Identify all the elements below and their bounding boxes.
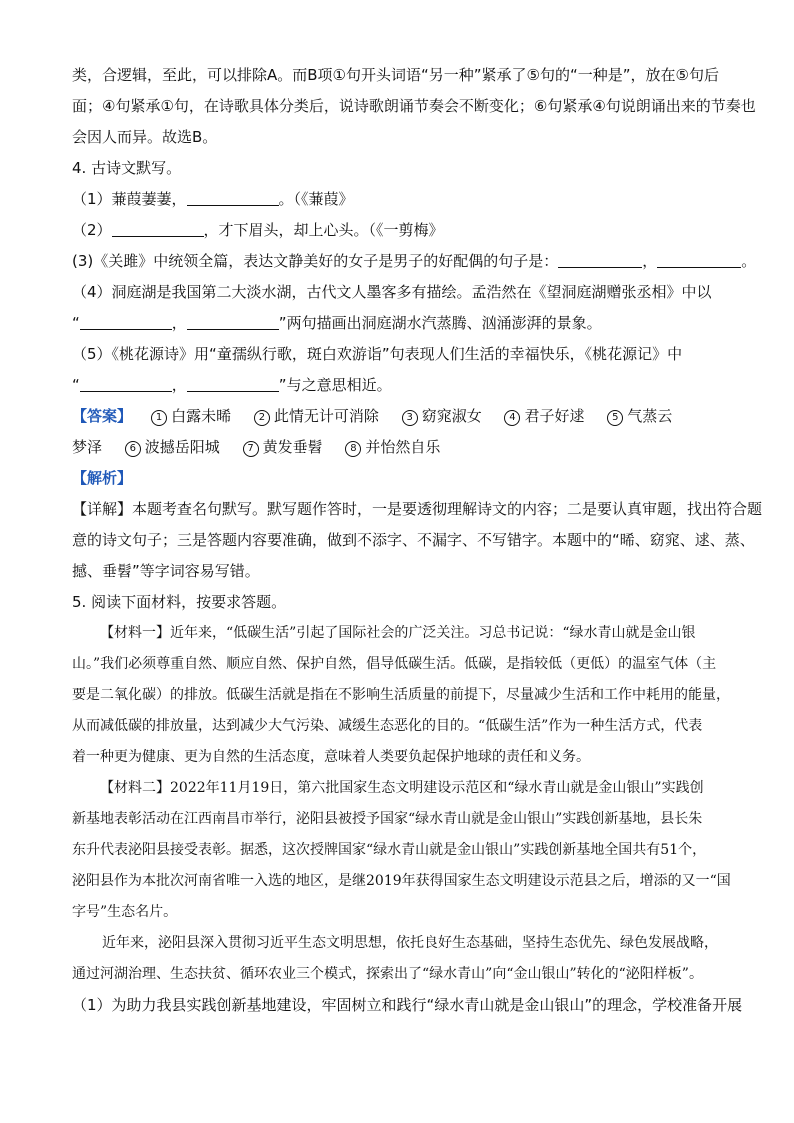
q4-item-4-cont: “ ， ”两句描画出洞庭湖水汽蒸腾、汹涌澎湃的景象。 — [72, 314, 602, 332]
circled-number: 3 — [402, 410, 418, 426]
material-2-line: 【材料二】2022年11月19日，第六批国家生态文明建设示范区和“绿水青山就是金山银山”实践创 — [100, 780, 704, 796]
answer-blank — [80, 313, 172, 330]
circled-number: 6 — [125, 441, 141, 457]
answer-item: 3 窈窕淑女 — [402, 407, 482, 425]
answer-blank — [657, 251, 741, 268]
answer-item: 7 黄发垂髫 — [243, 438, 323, 456]
answer-blank — [558, 251, 642, 268]
text-line: 类，合逻辑，至此，可以排除A。而B项①句开头词语“另一种”紧承了⑤句的“一种是”，放在⑤句后 — [72, 66, 719, 84]
material-1-line: 山。”我们必须尊重自然、顺应自然、保护自然，倡导低碳生活。低碳，是指较低（更低）的温室气体（主 — [72, 656, 717, 672]
answer-blank — [80, 375, 172, 392]
answer-blank — [187, 375, 279, 392]
material-2-line: 泌阳县作为本批次河南省唯一入选的地区，是继2019年获得国家生态文明建设示范县之后，增添的又一“国 — [72, 873, 731, 889]
question-5-title: 5. 阅读下面材料，按要求答题。 — [72, 593, 287, 611]
circled-number: 7 — [243, 441, 259, 457]
q5-sub-1: （1）为助力我县实践创新基地建设，牢固树立和践行“绿水青山就是金山银山”的理念，学校准备开展 — [72, 996, 743, 1014]
q4-item-3: (3)《关雎》中统领全篇，表达文静美好的女子是男子的好配偶的句子是： ， 。 — [72, 252, 757, 270]
material-2-line: 新基地表彰活动在江西南昌市举行，泌阳县被授予国家“绿水青山就是金山银山”实践创新基地，县长朱 — [72, 811, 703, 827]
circled-number: 1 — [151, 410, 167, 426]
circled-number: 8 — [345, 441, 361, 457]
answer-item: 8 并怡然自乐 — [345, 438, 440, 456]
text-line: 面；④句紧承①句，在诗歌具体分类后，说诗歌朗诵节奏会不断变化；⑥句紧承④句说朗诵出来的节奏也 — [72, 97, 756, 115]
circled-number: 5 — [607, 410, 623, 426]
answer-item: 6 波撼岳阳城 — [125, 438, 220, 456]
material-1-line: 要是二氧化碳）的排放。低碳生活就是指在不影响生活质量的前提下，尽量减少生活和工作中耗用的能量， — [72, 687, 730, 703]
answer-item: 1 白露未晞 — [151, 407, 231, 425]
q4-item-4: （4）洞庭湖是我国第二大淡水湖，古代文人墨客多有描绘。孟浩然在《望洞庭湖赠张丞相》中以 — [72, 283, 712, 301]
text-line: 会因人而异。故选B。 — [72, 128, 218, 146]
answer-blank — [112, 220, 204, 237]
q4-item-2: （2） ，才下眉头，却上心头。（《一剪梅》 — [72, 221, 444, 239]
document-page — [72, 60, 763, 1021]
analysis-detail-cont: 意的诗文句子；三是答题内容要准确，做到不添字、不漏字、不写错字。本题中的“晞、窈窕、逑、蒸、 — [72, 531, 755, 549]
q4-item-5: （5）《桃花源诗》用“童孺纵行歌，斑白欢游诣”句表现人们生活的幸福快乐，《桃花源记》中 — [72, 345, 683, 363]
material-2-para: 通过河湖治理、生态扶贫、循环农业三个模式，探索出了“绿水青山”向“金山银山”转化的“泌阳样板”。 — [72, 966, 703, 982]
answer-item: 5 气蒸云 — [607, 407, 672, 425]
q4-item-5-cont: “ ， ”与之意思相近。 — [72, 376, 392, 394]
answer-blank — [187, 189, 279, 206]
answer-item: 4 君子好逑 — [504, 407, 584, 425]
material-2-line: 东升代表泌阳县接受表彰。据悉，这次授牌国家“绿水青山就是金山银山”实践创新基地全国共有51个， — [72, 842, 707, 858]
material-1-line: 【材料一】近年来，“低碳生活”引起了国际社会的广泛关注。习总书记说：“绿水青山就是金山银 — [100, 625, 696, 641]
material-2-line: 字号”生态名片。 — [72, 904, 178, 920]
analysis-detail-cont: 撼、垂髫”等字词容易写错。 — [72, 562, 260, 580]
answer-line-cont: 梦泽 6 波撼岳阳城 7 黄发垂髫 8 并怡然自乐 — [72, 438, 441, 456]
question-4-title: 4. 古诗文默写。 — [72, 159, 182, 177]
q4-item-1: （1）蒹葭萋萋， 。（《蒹葭》 — [72, 190, 354, 208]
analysis-detail: 【详解】本题考查名句默写。默写题作答时，一是要透彻理解诗文的内容；二是要认真审题，找出符合题 — [72, 500, 763, 518]
circled-number: 2 — [254, 410, 270, 426]
answer-item: 2 此情无计可消除 — [254, 407, 379, 425]
material-2-para: 近年来，泌阳县深入贯彻习近平生态文明思想，依托良好生态基础，坚持生态优先、绿色发展战略， — [102, 935, 718, 951]
answer-blank — [187, 313, 279, 330]
analysis-heading: 【解析】 — [72, 469, 133, 487]
answer-tag: 【答案】 — [72, 407, 133, 425]
material-1-line: 着一种更为健康、更为自然的生活态度，意味着人类要负起保护地球的责任和义务。 — [72, 749, 590, 765]
answer-line — [72, 401, 732, 432]
circled-number: 4 — [504, 410, 520, 426]
detail-tag: 【详解】 — [72, 500, 133, 518]
material-1-line: 从而减低碳的排放量，达到减少大气污染、减缓生态恶化的目的。“低碳生活”作为一种生活方式，代表 — [72, 718, 703, 734]
